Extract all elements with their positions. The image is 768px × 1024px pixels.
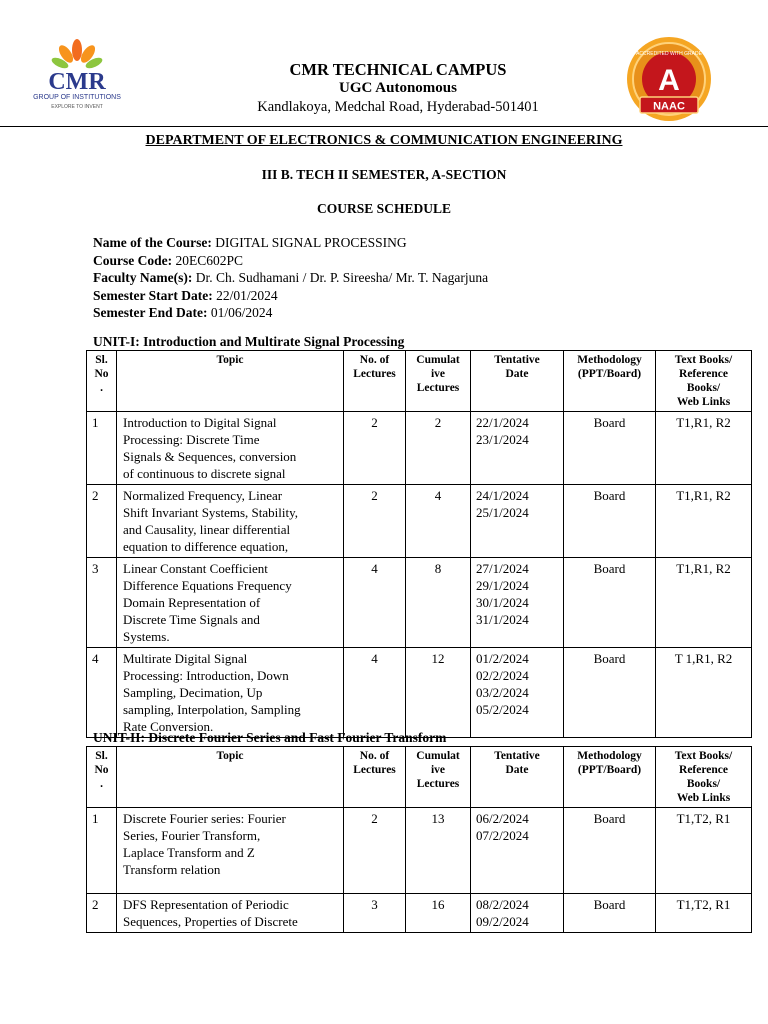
topic-line: Linear Constant Coefficient (123, 561, 268, 576)
cell-topic (117, 894, 344, 933)
header-line: Tentative (494, 750, 540, 762)
cell-sl: 3 (87, 558, 117, 648)
cell-books: T1,R1, R2 (656, 485, 752, 558)
topic-line: Normalized Frequency, Linear (123, 488, 283, 503)
header-line: Web Links (676, 396, 731, 408)
cell-books: T 1,R1, R2 (656, 648, 752, 738)
date-line: 23/1/2024 (476, 432, 529, 447)
header-line: ive (430, 368, 446, 380)
topic-line: Discrete Fourier series: Fourier (123, 811, 286, 826)
cell-topic (117, 558, 344, 648)
semester-title: III B. TECH II SEMESTER, A-SECTION (261, 167, 507, 182)
topic-line: Signals & Sequences, conversion (123, 449, 297, 464)
topic-line: Discrete Time Signals and (123, 612, 260, 627)
cell-method: Board (564, 808, 656, 894)
cell-sl: 4 (87, 648, 117, 738)
topic-line: Sampling, Decimation, Up (123, 685, 263, 700)
document-title: COURSE SCHEDULE (317, 201, 451, 216)
badge-label: NAAC (653, 100, 685, 113)
topic-line: Introduction to Digital Signal (123, 415, 277, 430)
header-line: Methodology (577, 354, 642, 366)
header-line: Reference (679, 764, 728, 776)
cell-lectures: 4 (344, 558, 406, 648)
cell-dates (471, 558, 564, 648)
header-books (656, 351, 752, 412)
college-address: Kandlakoya, Medchal Road, Hyderabad-501401 (257, 99, 539, 115)
topic-line: Series, Fourier Transform, (123, 828, 261, 843)
cell-lectures: 2 (344, 412, 406, 485)
header-line: No (94, 764, 109, 776)
end-date-line (93, 304, 488, 322)
header-line: Books/ (686, 382, 721, 394)
topic-line: Processing: Introduction, Down (123, 668, 289, 683)
header-date (471, 351, 564, 412)
faculty-value: Dr. Ch. Sudhamani / Dr. P. Sireesha/ Mr. T. Nagarjuna (195, 270, 489, 285)
header-line: Reference (679, 368, 728, 380)
date-line: 09/2/2024 (476, 914, 529, 929)
cell-dates (471, 412, 564, 485)
cell-topic (117, 808, 344, 894)
topic-line: Domain Representation of (123, 595, 261, 610)
header-line: Sl. (95, 354, 108, 366)
header-line: . (100, 778, 103, 790)
logo-line1: GROUP OF INSTITUTIONS (33, 94, 121, 101)
header-lectures (344, 351, 406, 412)
start-date-label: Semester Start Date: (93, 287, 213, 303)
date-line: 06/2/2024 (476, 811, 529, 826)
date-line: 03/2/2024 (476, 685, 529, 700)
date-line: 08/2/2024 (476, 897, 529, 912)
header-line: Lectures (353, 368, 396, 380)
unit-1-table (86, 350, 752, 738)
cell-cumulative: 16 (406, 894, 471, 933)
cell-cumulative: 2 (406, 412, 471, 485)
topic-line: Laplace Transform and Z (123, 845, 255, 860)
date-line: 30/1/2024 (476, 595, 529, 610)
unit-1-title: UNIT-I: Introduction and Multirate Signal Processing (93, 334, 405, 349)
header-cumulative (406, 747, 471, 808)
unit-2-rows (87, 808, 752, 933)
header-line: Lectures (416, 778, 460, 790)
cell-cumulative: 4 (406, 485, 471, 558)
header-line: No. of (359, 750, 390, 762)
badge-ring-text: ACCREDITED WITH GRADE (636, 51, 702, 57)
cell-lectures: 2 (344, 808, 406, 894)
header-line: (PPT/Board) (577, 368, 642, 380)
cell-sl: 2 (87, 485, 117, 558)
cell-cumulative: 12 (406, 648, 471, 738)
unit-2-table (86, 746, 752, 933)
course-name-value: DIGITAL SIGNAL PROCESSING (215, 235, 407, 250)
naac-badge-icon (614, 35, 724, 127)
header-cumulative (406, 351, 471, 412)
header-line: Topic (216, 354, 244, 366)
end-date-value: 01/06/2024 (210, 305, 273, 320)
topic-line: Multirate Digital Signal (123, 651, 248, 666)
header-lectures (344, 747, 406, 808)
header-line: Date (505, 764, 529, 776)
autonomous-status: UGC Autonomous (339, 80, 457, 96)
cell-cumulative: 8 (406, 558, 471, 648)
date-line: 07/2/2024 (476, 828, 529, 843)
cell-method: Board (564, 412, 656, 485)
date-line: 22/1/2024 (476, 415, 529, 430)
cell-method: Board (564, 558, 656, 648)
cell-books: T1,R1, R2 (656, 412, 752, 485)
unit-1-rows (87, 412, 752, 738)
topic-line: Transform relation (123, 862, 221, 877)
topic-line: equation to difference equation, (123, 539, 289, 554)
start-date-value: 22/01/2024 (216, 287, 278, 303)
end-date-label: Semester End Date: (93, 305, 208, 320)
cell-dates (471, 485, 564, 558)
header-line: Lectures (353, 764, 396, 776)
table-row (87, 808, 752, 894)
college-name: CMR TECHNICAL CAMPUS (289, 60, 507, 79)
table-row (87, 485, 752, 558)
header-date (471, 747, 564, 808)
topic-line: and Causality, linear differential (123, 522, 291, 537)
header-method (564, 351, 656, 412)
header-line: ive (430, 764, 446, 776)
cell-lectures: 3 (344, 894, 406, 933)
table-row (87, 648, 752, 738)
topic-line: Sequences, Properties of Discrete (123, 914, 298, 929)
cell-dates (471, 894, 564, 933)
course-name-label: Name of the Course: (93, 235, 212, 250)
table-row (87, 412, 752, 485)
cell-books: T1,T2, R1 (656, 894, 752, 933)
header-line: Date (505, 368, 529, 380)
topic-line: sampling, Interpolation, Sampling (123, 702, 301, 717)
header-line: Text Books/ (674, 750, 733, 762)
logo-line2: EXPLORE TO INVENT (51, 104, 103, 110)
cell-sl: 2 (87, 894, 117, 933)
course-info (93, 234, 488, 322)
header-line: Topic (216, 750, 244, 762)
header-line: Cumulat (416, 354, 460, 366)
topic-line: Shift Invariant Systems, Stability, (123, 505, 299, 520)
course-code-value: 20EC602PC (175, 252, 244, 268)
header-line: Methodology (577, 750, 642, 762)
header-line: Lectures (416, 382, 460, 394)
header-divider (0, 126, 768, 127)
cell-method: Board (564, 894, 656, 933)
course-name-line (93, 234, 488, 252)
course-code-line (93, 252, 488, 270)
unit-2-title: UNIT-II: Discrete Fourier Series and Fast Fourier Transform (93, 730, 447, 745)
date-line: 29/1/2024 (476, 578, 529, 593)
header-line: Sl. (95, 750, 108, 762)
cell-sl: 1 (87, 808, 117, 894)
cell-sl: 1 (87, 412, 117, 485)
header-line: Tentative (494, 354, 540, 366)
header-line: No (94, 368, 109, 380)
topic-line: Difference Equations Frequency (123, 578, 292, 593)
table-row (87, 894, 752, 933)
department-title: DEPARTMENT OF ELECTRONICS & COMMUNICATION ENGINEERING (145, 133, 623, 148)
cell-topic (117, 412, 344, 485)
header-sl (87, 747, 117, 808)
header-topic (117, 747, 344, 808)
date-line: 27/1/2024 (476, 561, 529, 576)
header-sl (87, 351, 117, 412)
header-line: (PPT/Board) (577, 764, 642, 776)
topic-line: of continuous to discrete signal (123, 466, 286, 481)
cell-topic (117, 648, 344, 738)
date-line: 24/1/2024 (476, 488, 529, 503)
cell-books: T1,T2, R1 (656, 808, 752, 894)
header-line: No. of (359, 354, 390, 366)
cell-books: T1,R1, R2 (656, 558, 752, 648)
cell-dates (471, 808, 564, 894)
header-line: Books/ (686, 778, 721, 790)
start-date-line (93, 287, 488, 305)
topic-line: Rate Conversion. (123, 719, 214, 734)
faculty-label: Faculty Name(s): (93, 270, 193, 285)
header-line: Web Links (676, 792, 731, 804)
date-line: 05/2/2024 (476, 702, 529, 717)
header-books (656, 747, 752, 808)
topic-line: Processing: Discrete Time (123, 432, 260, 447)
header-line: Cumulat (416, 750, 460, 762)
topic-line: Systems. (123, 629, 170, 644)
faculty-line (93, 269, 488, 287)
header-method (564, 747, 656, 808)
cell-topic (117, 485, 344, 558)
date-line: 01/2/2024 (476, 651, 529, 666)
logo-brand: CMR (48, 69, 106, 95)
date-line: 25/1/2024 (476, 505, 529, 520)
flower-icon (50, 39, 104, 70)
cell-method: Board (564, 485, 656, 558)
badge-grade: A (658, 64, 680, 97)
date-line: 31/1/2024 (476, 612, 529, 627)
header-line: . (100, 382, 103, 394)
cell-cumulative: 13 (406, 808, 471, 894)
course-code-label: Course Code: (93, 252, 173, 268)
date-line: 02/2/2024 (476, 668, 529, 683)
header-line: Text Books/ (674, 354, 733, 366)
table-row (87, 558, 752, 648)
cell-dates (471, 648, 564, 738)
topic-line: DFS Representation of Periodic (123, 897, 289, 912)
cell-lectures: 4 (344, 648, 406, 738)
cmr-logo (20, 34, 135, 126)
cell-method: Board (564, 648, 656, 738)
header-topic (117, 351, 344, 412)
cell-lectures: 2 (344, 485, 406, 558)
